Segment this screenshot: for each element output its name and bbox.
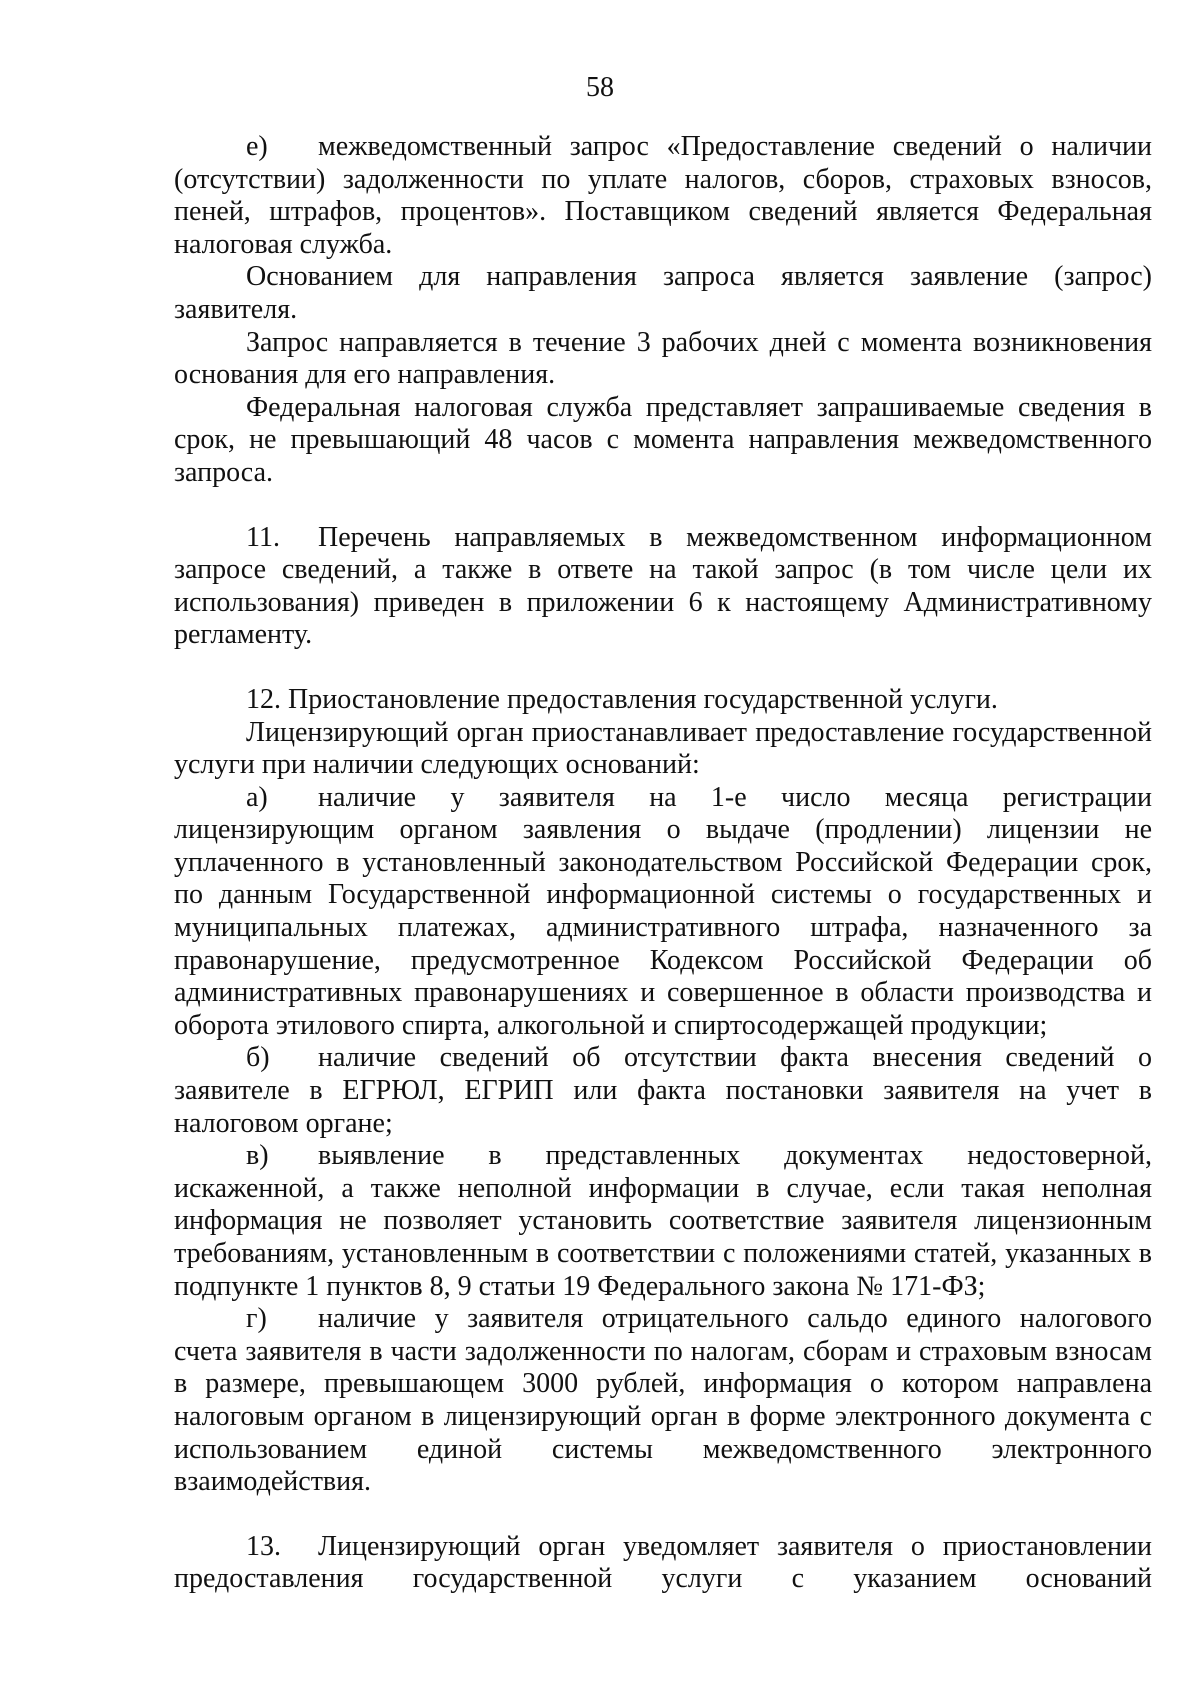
paragraph-text: Лицензирующий орган приостанавливает предоставление государственной услуги при наличии следующих оснований: bbox=[174, 716, 1152, 781]
paragraph-suspension-grounds-intro bbox=[174, 717, 1152, 782]
paragraph-section-12-heading bbox=[174, 684, 1152, 717]
paragraph-text: Основанием для направления запроса является заявление (запрос) заявителя. bbox=[174, 261, 1152, 325]
paragraph-item-e bbox=[174, 131, 1152, 261]
paragraph-request-basis bbox=[174, 261, 1152, 326]
paragraph-request-timing bbox=[174, 327, 1152, 392]
page-number: 58 bbox=[586, 72, 614, 103]
item-marker: а) bbox=[246, 781, 268, 813]
item-marker: в) bbox=[246, 1140, 269, 1172]
paragraph-text: межведомственный запрос «Предоставление сведений о наличии (отсутствии) задолженности по уплате налогов, сборов, страховых взносов, пеней, штрафов, процентов». Поставщиком сведений является Федеральная налоговая служба. bbox=[174, 131, 1152, 260]
paragraph-gap bbox=[174, 1499, 1152, 1531]
paragraph-section-11 bbox=[174, 522, 1152, 652]
paragraph-text: Перечень направляемых в межведомственном информационном запросе сведений, а также в ответе на такой запрос (в том числе цели их использования) приведен в приложении 6 к настоящему Административному регламенту. bbox=[174, 521, 1152, 651]
paragraph-text: наличие у заявителя на 1-е число месяца регистрации лицензирующим органом заявления о выдаче (продлении) лицензии не уплаченного в установленный законодательством Российской Федерации срок, по данным Государственной информационной системы о государственных и муниципальных платежах, административного штрафа, назначенного за правонарушение, предусмотренное Кодексом Российской Федерации об административных правонарушениях и совершенное в области производства и оборота этилового спирта, алкогольной и спиртосодержащей продукции; bbox=[174, 781, 1152, 1041]
paragraph-tax-service-response bbox=[174, 392, 1152, 490]
document-body bbox=[174, 131, 1152, 1596]
paragraph-gap bbox=[174, 652, 1152, 684]
paragraph-text: Запрос направляется в течение 3 рабочих дней с момента возникновения основания для его направления. bbox=[174, 326, 1152, 391]
paragraph-section-13 bbox=[174, 1531, 1152, 1596]
paragraph-text: 12. Приостановление предоставления государственной услуги. bbox=[246, 683, 998, 715]
item-marker: б) bbox=[246, 1042, 270, 1074]
paragraph-text: Лицензирующий орган уведомляет заявителя о приостановлении предоставления государственной услуги с указанием оснований bbox=[174, 1530, 1152, 1595]
paragraph-gap bbox=[174, 490, 1152, 522]
paragraph-text: Федеральная налоговая служба представляет запрашиваемые сведения в срок, не превышающий 48 часов с момента направления межведомственного запроса. bbox=[174, 391, 1152, 488]
paragraph-item-a bbox=[174, 782, 1152, 1043]
item-marker: 11. bbox=[246, 521, 280, 553]
paragraph-text: наличие сведений об отсутствии факта внесения сведений о заявителе в ЕГРЮЛ, ЕГРИП или факта постановки заявителя на учет в налоговом органе; bbox=[174, 1042, 1152, 1139]
paragraph-text: выявление в представленных документах недостоверной, искаженной, а также неполной информации в случае, если такая неполная информация не позволяет установить соответствие заявителя лицензионным требованиям, установленным в соответствии с положениями статей, указанных в подпункте 1 пунктов 8, 9 статьи 19 Федерального закона № 171-ФЗ; bbox=[174, 1140, 1152, 1302]
item-marker: 13. bbox=[246, 1530, 281, 1562]
item-marker: г) bbox=[246, 1303, 267, 1335]
paragraph-item-g bbox=[174, 1303, 1152, 1499]
paragraph-text: наличие у заявителя отрицательного сальдо единого налогового счета заявителя в части задолженности по налогам, сборам и страховым взносам в размере, превышающем 3000 рублей, информация о котором направлена налоговым органом в лицензирующий орган в форме электронного документа с использованием единой системы межведомственного электронного взаимодействия. bbox=[174, 1303, 1152, 1498]
paragraph-item-v bbox=[174, 1140, 1152, 1303]
paragraph-item-b bbox=[174, 1042, 1152, 1140]
item-marker: е) bbox=[246, 131, 268, 162]
